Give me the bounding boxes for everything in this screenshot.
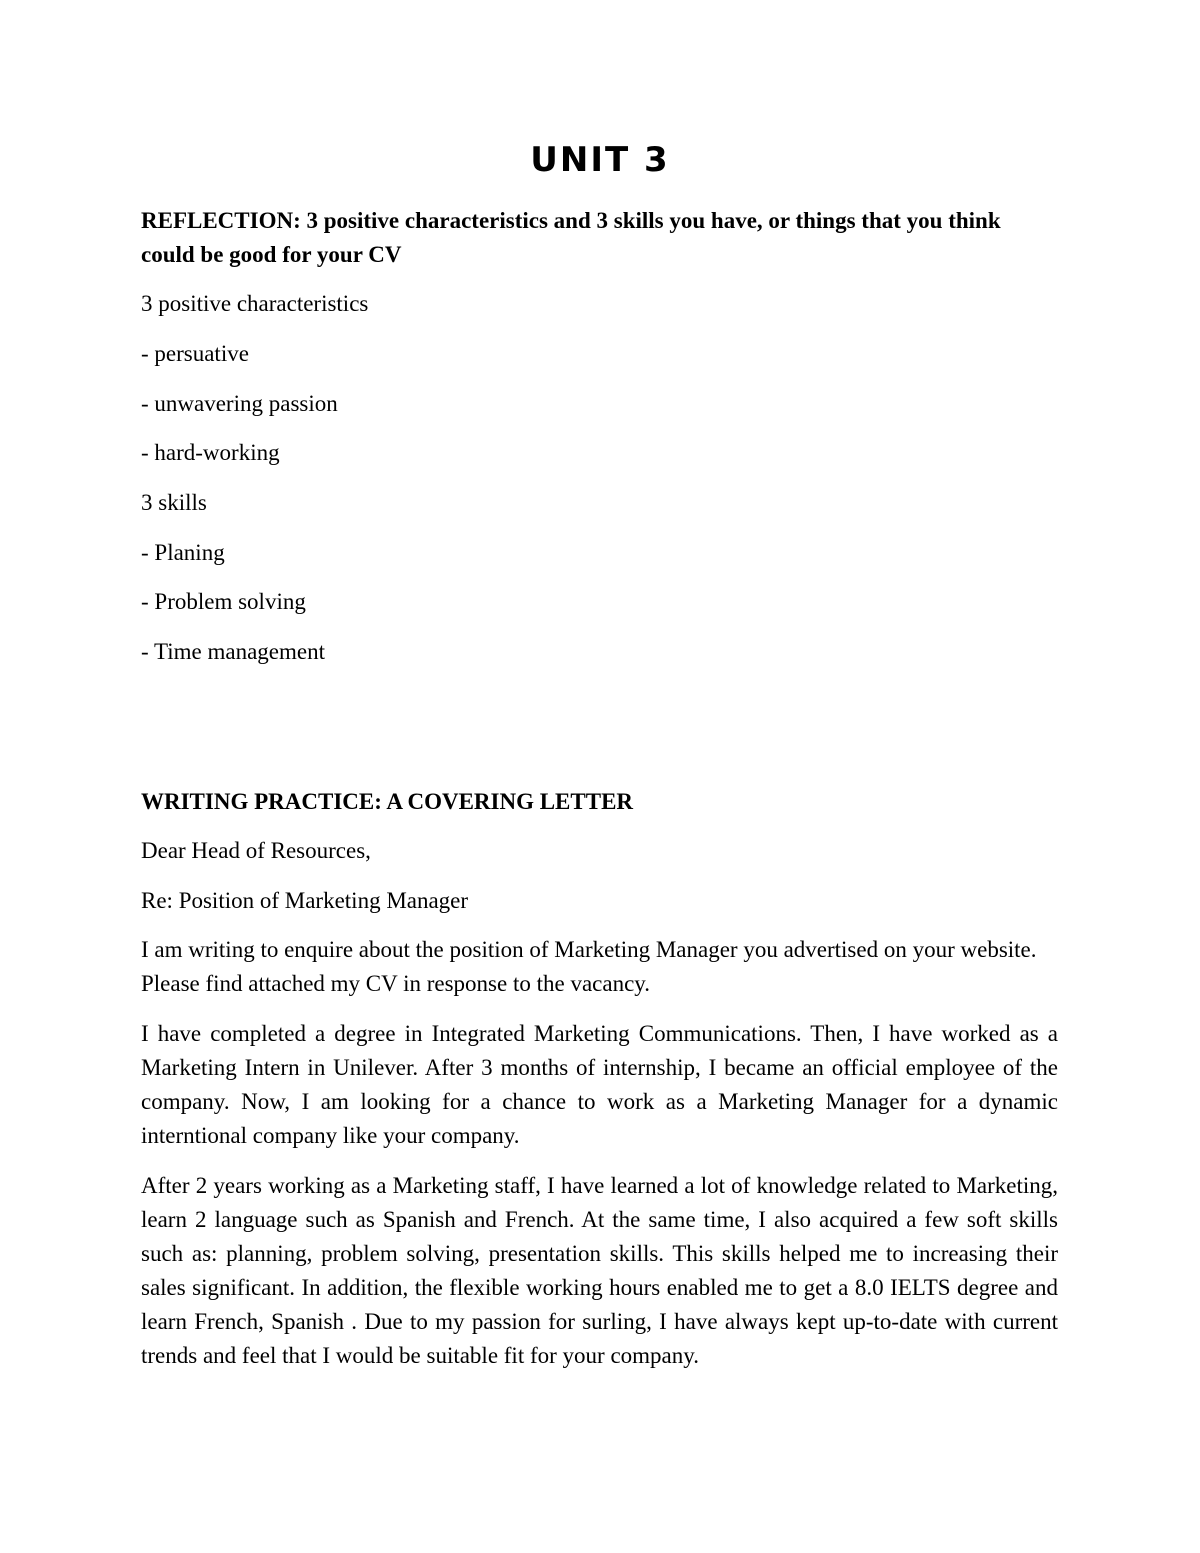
reflection-heading: REFLECTION: 3 positive characteristics and 3 skills you have, or things that you think could be good for your CV — [141, 208, 1001, 267]
skills-label: 3 skills — [141, 490, 207, 515]
page-title: UNIT 3 — [530, 140, 670, 180]
characteristic-item: - hard-working — [141, 440, 280, 465]
letter-paragraph: I am writing to enquire about the position of Marketing Manager you advertised on your website. Please find attached my CV in response to the vacancy. — [141, 937, 1037, 996]
writing-heading: WRITING PRACTICE: A COVERING LETTER — [141, 789, 634, 814]
letter-salutation: Dear Head of Resources, — [141, 838, 371, 863]
skill-item: - Time management — [141, 639, 325, 664]
characteristic-item: - persuative — [141, 341, 249, 366]
skill-item: - Problem solving — [141, 589, 306, 614]
letter-paragraph: After 2 years working as a Marketing staff, I have learned a lot of knowledge related to Marketing, learn 2 language such as Spanish and French. At the same time, I also acquired a few soft skills such as: planning, problem solving, presentation skills. This skills helped me to increasing their sales significant. In addition, the flexible working hours enabled me to get a 8.0 IELTS degree and learn French, Spanish . Due to my passion for surling, I have always kept up-to-date with current trends and feel that I would be suitable fit for your company. — [141, 1173, 1058, 1368]
characteristics-label: 3 positive characteristics — [141, 291, 369, 316]
letter-paragraph: I have completed a degree in Integrated Marketing Communications. Then, I have worked as a Marketing Intern in Unilever. After 3 months of internship, I became an official employee of the company. Now, I am looking for a chance to work as a Marketing Manager for a dynamic interntional company like your company. — [141, 1021, 1058, 1148]
letter-re-line: Re: Position of Marketing Manager — [141, 888, 469, 913]
skill-item: - Planing — [141, 540, 225, 565]
characteristic-item: - unwavering passion — [141, 391, 338, 416]
